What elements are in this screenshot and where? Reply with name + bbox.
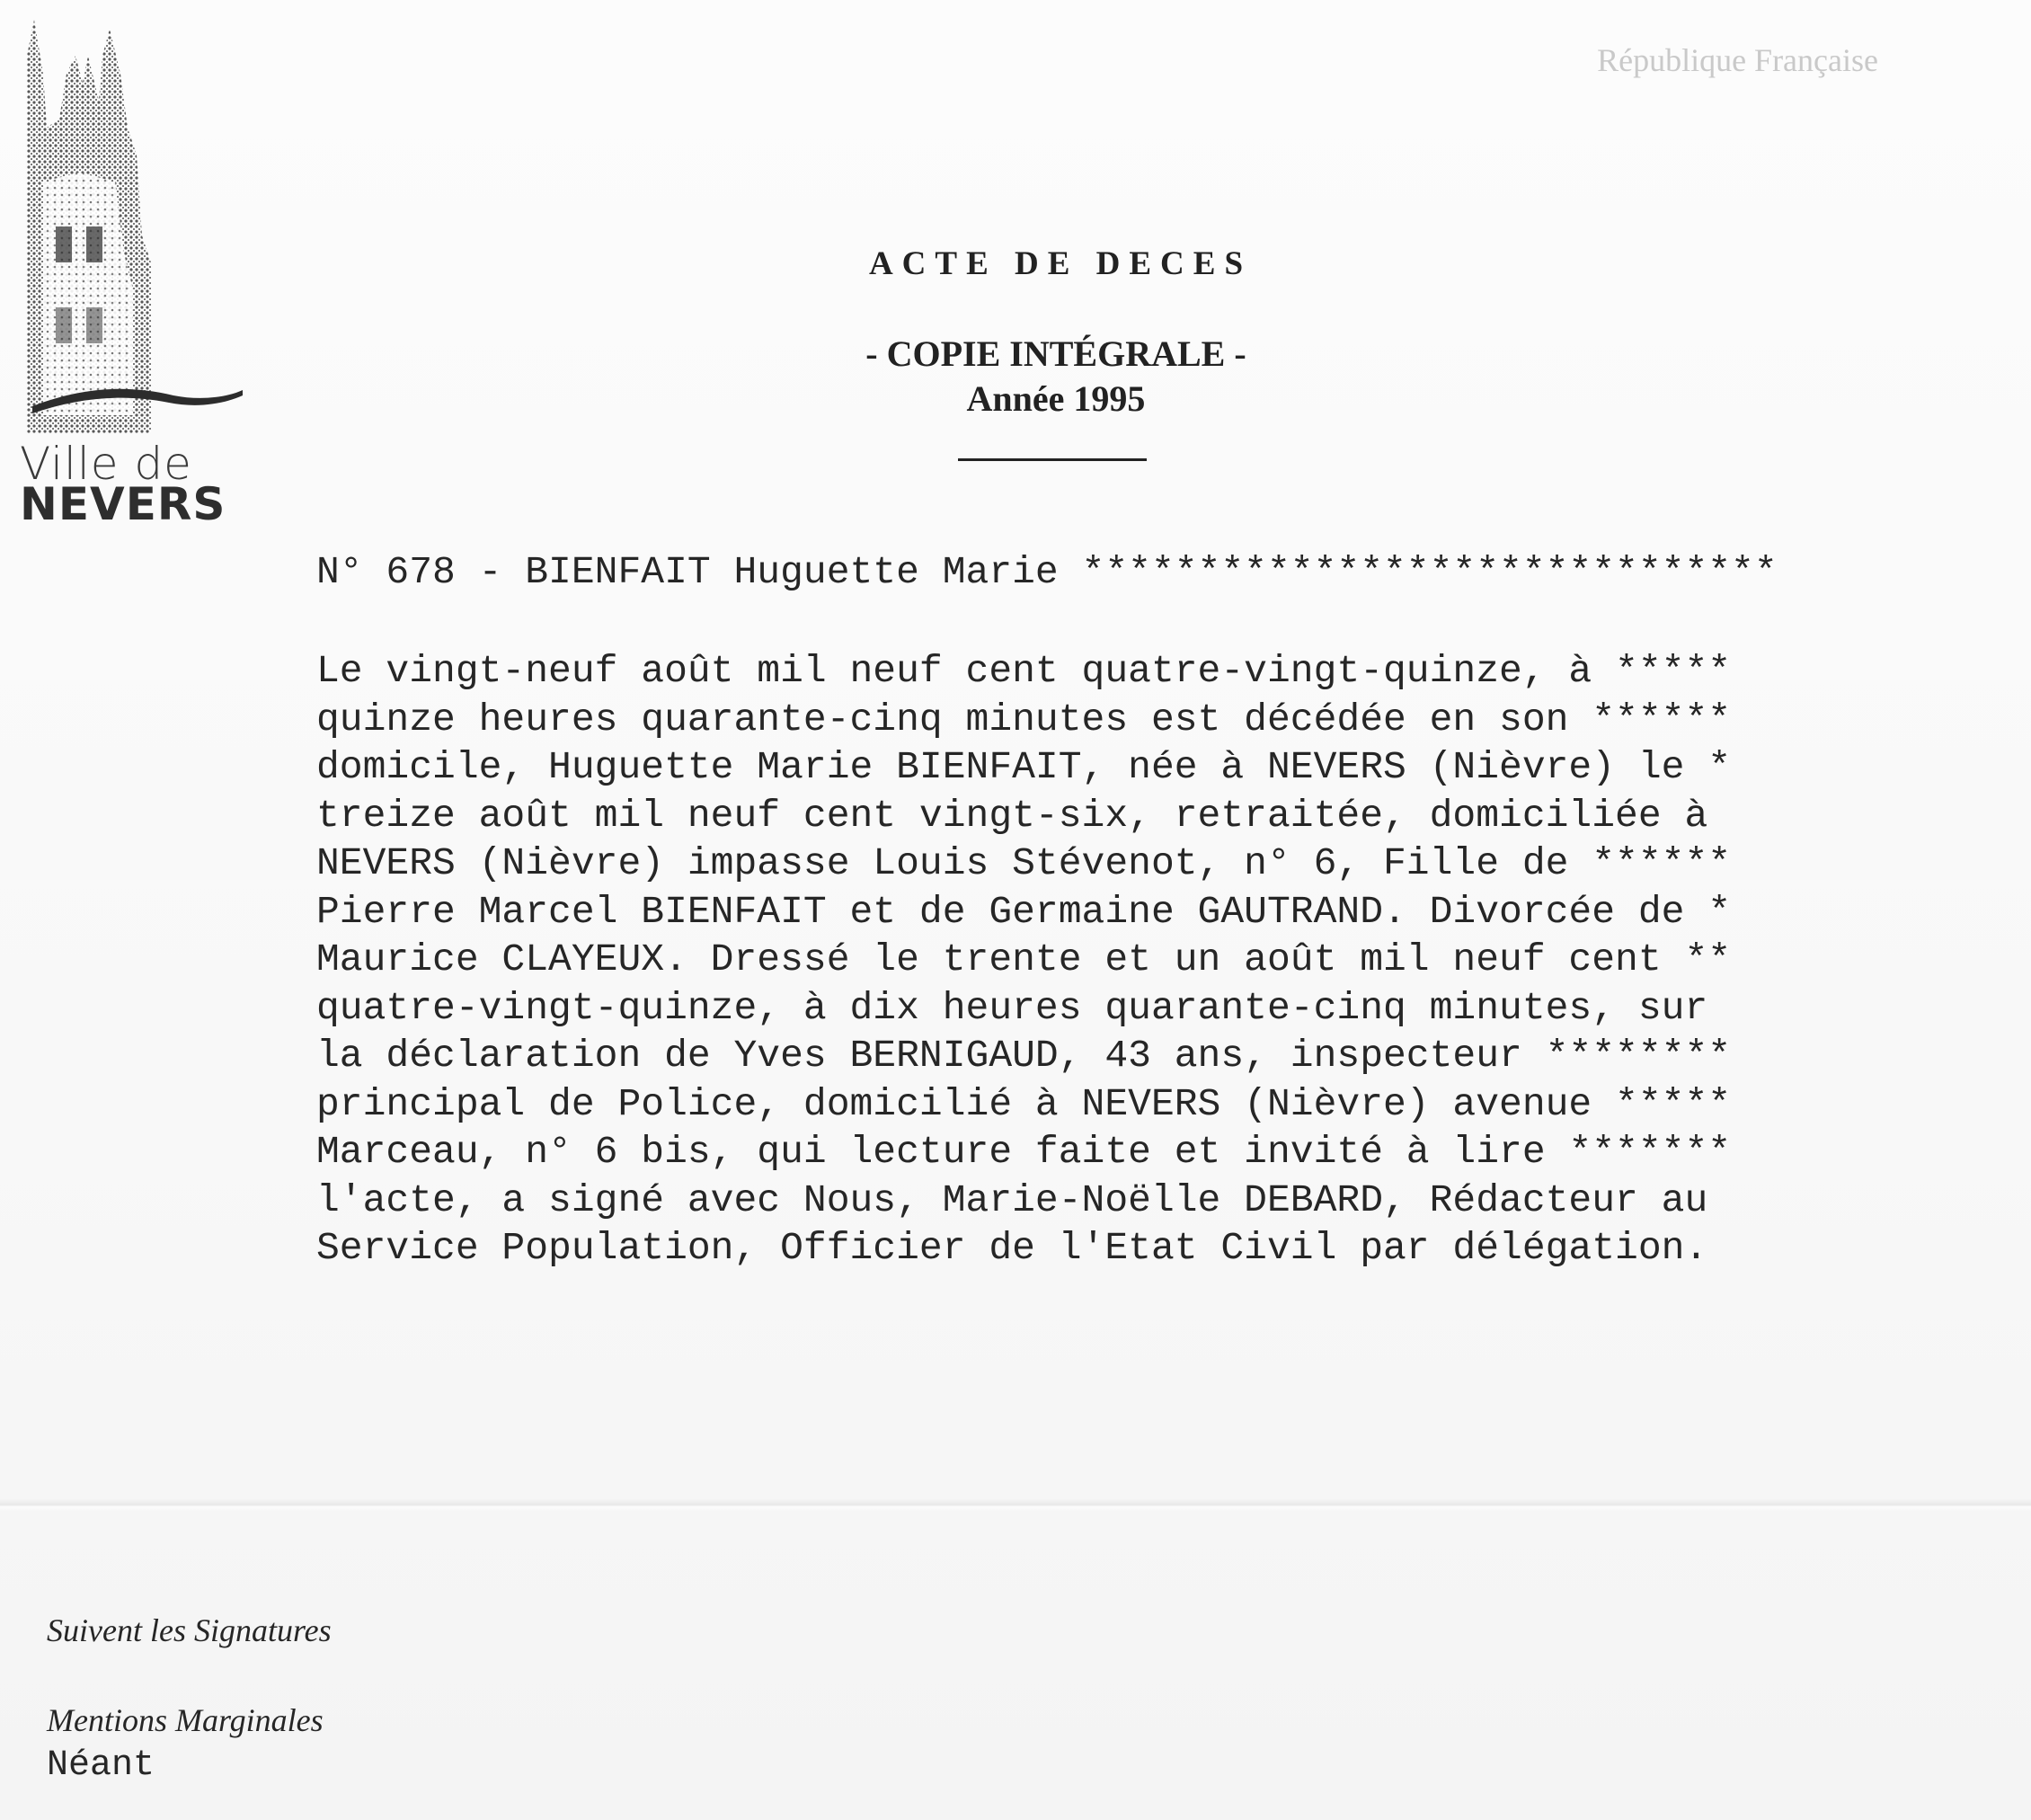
body-line: Pierre Marcel BIENFAIT et de Germaine GAUTRAND. Divorcée de * — [316, 889, 1732, 934]
record-header: N° 678 - BIENFAIT Huguette Marie ****************************** — [316, 550, 1778, 594]
body-line: quatre-vingt-quinze, à dix heures quarante-cinq minutes, sur — [316, 985, 1708, 1030]
body-line: quinze heures quarante-cinq minutes est décédée en son ****** — [316, 697, 1732, 741]
paper-fold-line — [0, 1499, 2031, 1512]
title-divider — [958, 458, 1147, 461]
body-line: Maurice CLAYEUX. Dressé le trente et un août mil neuf cent ** — [316, 937, 1732, 981]
mentions-value: Néant — [47, 1745, 155, 1786]
body-line: treize août mil neuf cent vingt-six, retraitée, domiciliée à — [316, 793, 1708, 838]
mentions-label: Mentions Marginales — [47, 1702, 324, 1738]
body-line: Marceau, n° 6 bis, qui lecture faite et invité à lire ******* — [316, 1130, 1732, 1174]
body-line: domicile, Huguette Marie BIENFAIT, née à NEVERS (Nièvre) le * — [316, 745, 1732, 789]
record-body — [316, 647, 1979, 1273]
body-line: NEVERS (Nièvre) impasse Louis Stévenot, n° 6, Fille de ****** — [316, 841, 1732, 885]
document-title: ACTE DE DECES — [868, 245, 1253, 282]
body-line: Service Population, Officier de l'Etat Civil par délégation. — [316, 1226, 1708, 1270]
republique-watermark: République Française — [1597, 42, 1878, 78]
document-subtitle: - COPIE INTÉGRALE - — [865, 333, 1246, 374]
signatures-note: Suivent les Signatures — [47, 1612, 332, 1648]
body-line: Le vingt-neuf août mil neuf cent quatre-vingt-quinze, à ***** — [316, 649, 1732, 693]
body-line: principal de Police, domicilié à NEVERS (Nièvre) avenue ***** — [316, 1081, 1732, 1126]
body-line: la déclaration de Yves BERNIGAUD, 43 ans, inspecteur ******** — [316, 1034, 1732, 1078]
document-year: Année 1995 — [966, 378, 1146, 419]
logo-city-name: NEVERS — [20, 478, 226, 530]
logo-city-prefix: Ville de — [20, 438, 192, 490]
body-line: l'acte, a signé avec Nous, Marie-Noëlle DEBARD, Rédacteur au — [316, 1177, 1708, 1222]
